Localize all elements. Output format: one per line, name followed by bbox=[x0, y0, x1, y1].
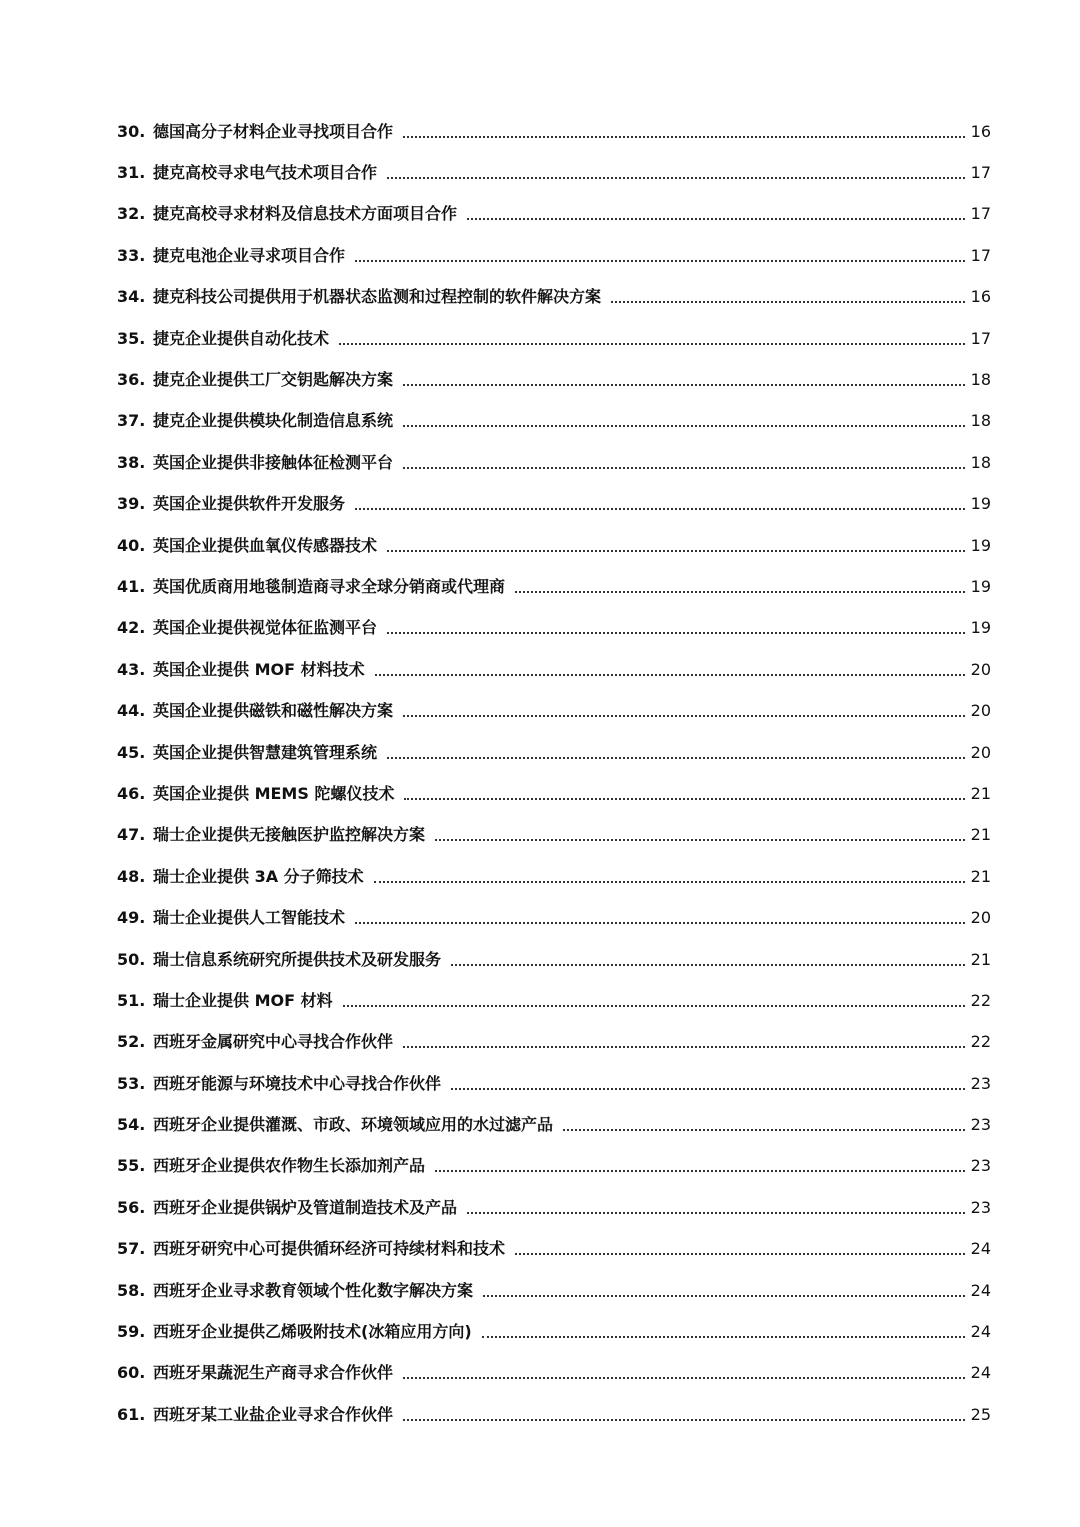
toc-entry-page-number: 20 bbox=[970, 742, 991, 762]
toc-entry-number: 35. bbox=[117, 328, 146, 348]
toc-entry[interactable] bbox=[117, 773, 991, 814]
toc-entry-page-number: 20 bbox=[970, 659, 991, 679]
toc-entry-title: 捷克企业提供模块化制造信息系统 bbox=[153, 411, 394, 431]
toc-entry-title: 捷克高校寻求材料及信息技术方面项目合作 bbox=[153, 204, 458, 224]
toc-entry[interactable] bbox=[117, 1187, 991, 1228]
toc-entry-page-number: 19 bbox=[970, 494, 991, 514]
toc-entry-page-number: 18 bbox=[970, 452, 991, 472]
toc-entry[interactable] bbox=[117, 649, 991, 690]
toc-entry[interactable] bbox=[117, 1270, 991, 1311]
toc-entry[interactable] bbox=[117, 1311, 991, 1352]
toc-entry-page-number: 23 bbox=[970, 1156, 991, 1176]
toc-entry-number: 38. bbox=[117, 452, 146, 472]
toc-entry-page-number: 24 bbox=[970, 1363, 991, 1383]
toc-entry[interactable] bbox=[117, 897, 991, 938]
dot-leader bbox=[515, 591, 965, 593]
toc-entry-page-number: 22 bbox=[970, 990, 991, 1010]
toc-entry-page-number: 23 bbox=[970, 1073, 991, 1093]
toc-entry-title: 英国企业提供视觉体征监测平台 bbox=[153, 618, 378, 638]
toc-entry-title: 英国企业提供血氧仪传感器技术 bbox=[153, 535, 378, 555]
table-of-contents bbox=[117, 111, 991, 1436]
toc-entry-title: 瑞士企业提供无接触医护监控解决方案 bbox=[153, 825, 426, 845]
toc-entry-number: 52. bbox=[117, 1032, 146, 1052]
toc-entry-page-number: 17 bbox=[970, 163, 991, 183]
toc-entry-title: 西班牙研究中心可提供循环经济可持续材料和技术 bbox=[153, 1239, 506, 1259]
toc-entry[interactable] bbox=[117, 1394, 991, 1435]
toc-entry-number: 57. bbox=[117, 1239, 146, 1259]
toc-entry-number: 31. bbox=[117, 163, 146, 183]
toc-entry-page-number: 16 bbox=[970, 287, 991, 307]
toc-entry-title: 捷克电池企业寻求项目合作 bbox=[153, 245, 346, 265]
toc-entry-number: 42. bbox=[117, 618, 146, 638]
toc-entry[interactable] bbox=[117, 194, 991, 235]
dot-leader bbox=[451, 1088, 965, 1090]
toc-entry-page-number: 21 bbox=[970, 866, 991, 886]
toc-entry-title: 捷克高校寻求电气技术项目合作 bbox=[153, 163, 378, 183]
toc-entry[interactable] bbox=[117, 484, 991, 525]
toc-entry-page-number: 21 bbox=[970, 783, 991, 803]
toc-entry-number: 55. bbox=[117, 1156, 146, 1176]
toc-entry-title: 西班牙企业寻求教育领域个性化数字解决方案 bbox=[153, 1280, 474, 1300]
toc-entry[interactable] bbox=[117, 732, 991, 773]
toc-entry-title: 捷克科技公司提供用于机器状态监测和过程控制的软件解决方案 bbox=[153, 287, 602, 307]
toc-entry-title: 英国优质商用地毯制造商寻求全球分销商或代理商 bbox=[153, 576, 506, 596]
toc-entry-number: 30. bbox=[117, 121, 146, 141]
dot-leader bbox=[404, 798, 964, 800]
toc-entry-page-number: 20 bbox=[970, 908, 991, 928]
toc-entry-title: 捷克企业提供工厂交钥匙解决方案 bbox=[153, 370, 394, 390]
dot-leader bbox=[403, 1377, 965, 1379]
toc-entry[interactable] bbox=[117, 690, 991, 731]
toc-entry-title: 英国企业提供智慧建筑管理系统 bbox=[153, 742, 378, 762]
toc-entry-number: 40. bbox=[117, 535, 146, 555]
toc-entry[interactable] bbox=[117, 152, 991, 193]
dot-leader bbox=[355, 260, 965, 262]
dot-leader bbox=[515, 1253, 965, 1255]
toc-entry-page-number: 23 bbox=[970, 1197, 991, 1217]
toc-entry-page-number: 24 bbox=[970, 1322, 991, 1342]
dot-leader bbox=[467, 218, 965, 220]
toc-entry-number: 37. bbox=[117, 411, 146, 431]
dot-leader bbox=[403, 1046, 965, 1048]
toc-entry-page-number: 16 bbox=[970, 121, 991, 141]
toc-entry-page-number: 21 bbox=[970, 825, 991, 845]
toc-entry-number: 58. bbox=[117, 1280, 146, 1300]
toc-entry[interactable] bbox=[117, 1146, 991, 1187]
toc-entry-page-number: 17 bbox=[970, 245, 991, 265]
toc-entry-number: 43. bbox=[117, 659, 146, 679]
dot-leader bbox=[403, 384, 965, 386]
toc-entry-number: 39. bbox=[117, 494, 146, 514]
toc-entry-title: 英国企业提供 MOF 材料技术 bbox=[153, 659, 365, 679]
toc-entry-page-number: 19 bbox=[970, 618, 991, 638]
toc-entry-title: 西班牙企业提供农作物生长添加剂产品 bbox=[153, 1156, 426, 1176]
toc-entry-page-number: 19 bbox=[970, 576, 991, 596]
dot-leader bbox=[387, 177, 965, 179]
toc-entry-title: 西班牙企业提供灌溉、市政、环境领域应用的水过滤产品 bbox=[153, 1115, 554, 1135]
toc-entry-number: 47. bbox=[117, 825, 146, 845]
dot-leader bbox=[435, 1170, 965, 1172]
toc-entry-title: 瑞士企业提供 3A 分子筛技术 bbox=[153, 866, 364, 886]
toc-entry-title: 西班牙企业提供锅炉及管道制造技术及产品 bbox=[153, 1197, 458, 1217]
dot-leader bbox=[467, 1212, 965, 1214]
toc-entry-number: 56. bbox=[117, 1197, 146, 1217]
dot-leader bbox=[375, 674, 965, 676]
toc-entry-title: 英国企业提供磁铁和磁性解决方案 bbox=[153, 701, 394, 721]
dot-leader bbox=[343, 1005, 965, 1007]
toc-entry[interactable] bbox=[117, 442, 991, 483]
toc-entry-title: 西班牙果蔬泥生产商寻求合作伙伴 bbox=[153, 1363, 394, 1383]
toc-entry-title: 西班牙金属研究中心寻找合作伙伴 bbox=[153, 1032, 394, 1052]
toc-entry-page-number: 18 bbox=[970, 370, 991, 390]
toc-entry[interactable] bbox=[117, 359, 991, 400]
toc-entry[interactable] bbox=[117, 1063, 991, 1104]
toc-entry[interactable] bbox=[117, 815, 991, 856]
toc-entry[interactable] bbox=[117, 111, 991, 152]
toc-entry[interactable] bbox=[117, 277, 991, 318]
toc-entry-title: 西班牙能源与环境技术中心寻找合作伙伴 bbox=[153, 1073, 442, 1093]
toc-entry-title: 英国企业提供非接触体征检测平台 bbox=[153, 452, 394, 472]
toc-entry[interactable] bbox=[117, 1022, 991, 1063]
toc-entry-page-number: 19 bbox=[970, 535, 991, 555]
toc-entry-number: 48. bbox=[117, 866, 146, 886]
toc-entry[interactable] bbox=[117, 1229, 991, 1270]
dot-leader bbox=[482, 1336, 965, 1338]
dot-leader bbox=[374, 881, 965, 883]
toc-entry-number: 46. bbox=[117, 783, 146, 803]
toc-entry-page-number: 24 bbox=[970, 1239, 991, 1259]
toc-entry-number: 36. bbox=[117, 370, 146, 390]
dot-leader bbox=[563, 1129, 965, 1131]
dot-leader bbox=[483, 1295, 965, 1297]
toc-entry[interactable] bbox=[117, 525, 991, 566]
toc-entry-title: 瑞士信息系统研究所提供技术及研发服务 bbox=[153, 949, 442, 969]
toc-entry-title: 西班牙企业提供乙烯吸附技术(冰箱应用方向) bbox=[153, 1322, 472, 1342]
toc-entry-page-number: 18 bbox=[970, 411, 991, 431]
toc-entry[interactable] bbox=[117, 1104, 991, 1145]
dot-leader bbox=[355, 922, 965, 924]
dot-leader bbox=[387, 550, 965, 552]
toc-entry[interactable] bbox=[117, 566, 991, 607]
toc-entry-page-number: 25 bbox=[970, 1404, 991, 1424]
toc-entry-number: 34. bbox=[117, 287, 146, 307]
toc-entry-page-number: 17 bbox=[970, 328, 991, 348]
toc-entry-number: 54. bbox=[117, 1115, 146, 1135]
dot-leader bbox=[339, 343, 965, 345]
toc-entry-page-number: 24 bbox=[970, 1280, 991, 1300]
dot-leader bbox=[355, 508, 965, 510]
toc-entry-number: 45. bbox=[117, 742, 146, 762]
toc-entry-number: 41. bbox=[117, 576, 146, 596]
toc-entry-page-number: 17 bbox=[970, 204, 991, 224]
dot-leader bbox=[403, 1419, 965, 1421]
toc-entry-number: 51. bbox=[117, 990, 146, 1010]
dot-leader bbox=[387, 632, 965, 634]
toc-entry[interactable] bbox=[117, 980, 991, 1021]
toc-entry[interactable] bbox=[117, 939, 991, 980]
dot-leader bbox=[403, 467, 965, 469]
toc-entry[interactable] bbox=[117, 608, 991, 649]
toc-entry-number: 44. bbox=[117, 701, 146, 721]
toc-entry-number: 50. bbox=[117, 949, 146, 969]
dot-leader bbox=[403, 136, 965, 138]
toc-entry-number: 32. bbox=[117, 204, 146, 224]
toc-entry-title: 瑞士企业提供 MOF 材料 bbox=[153, 990, 333, 1010]
toc-entry-page-number: 22 bbox=[970, 1032, 991, 1052]
toc-entry[interactable] bbox=[117, 856, 991, 897]
toc-entry-title: 瑞士企业提供人工智能技术 bbox=[153, 908, 346, 928]
toc-entry-title: 西班牙某工业盐企业寻求合作伙伴 bbox=[153, 1404, 394, 1424]
toc-entry-number: 49. bbox=[117, 908, 146, 928]
dot-leader bbox=[387, 757, 965, 759]
toc-entry-title: 捷克企业提供自动化技术 bbox=[153, 328, 330, 348]
toc-entry-page-number: 21 bbox=[970, 949, 991, 969]
toc-entry-number: 33. bbox=[117, 245, 146, 265]
toc-entry-number: 59. bbox=[117, 1322, 146, 1342]
dot-leader bbox=[435, 839, 965, 841]
dot-leader bbox=[611, 301, 965, 303]
toc-entry[interactable] bbox=[117, 235, 991, 276]
toc-entry-title: 英国企业提供软件开发服务 bbox=[153, 494, 346, 514]
toc-entry-number: 61. bbox=[117, 1404, 146, 1424]
toc-entry-title: 英国企业提供 MEMS 陀螺仪技术 bbox=[153, 783, 395, 803]
toc-entry-title: 德国高分子材料企业寻找项目合作 bbox=[153, 121, 394, 141]
toc-entry-page-number: 20 bbox=[970, 701, 991, 721]
toc-entry-number: 60. bbox=[117, 1363, 146, 1383]
dot-leader bbox=[403, 425, 965, 427]
dot-leader bbox=[451, 964, 965, 966]
toc-entry[interactable] bbox=[117, 401, 991, 442]
dot-leader bbox=[403, 715, 965, 717]
toc-entry-page-number: 23 bbox=[970, 1115, 991, 1135]
toc-entry[interactable] bbox=[117, 318, 991, 359]
toc-entry-number: 53. bbox=[117, 1073, 146, 1093]
toc-entry[interactable] bbox=[117, 1353, 991, 1394]
